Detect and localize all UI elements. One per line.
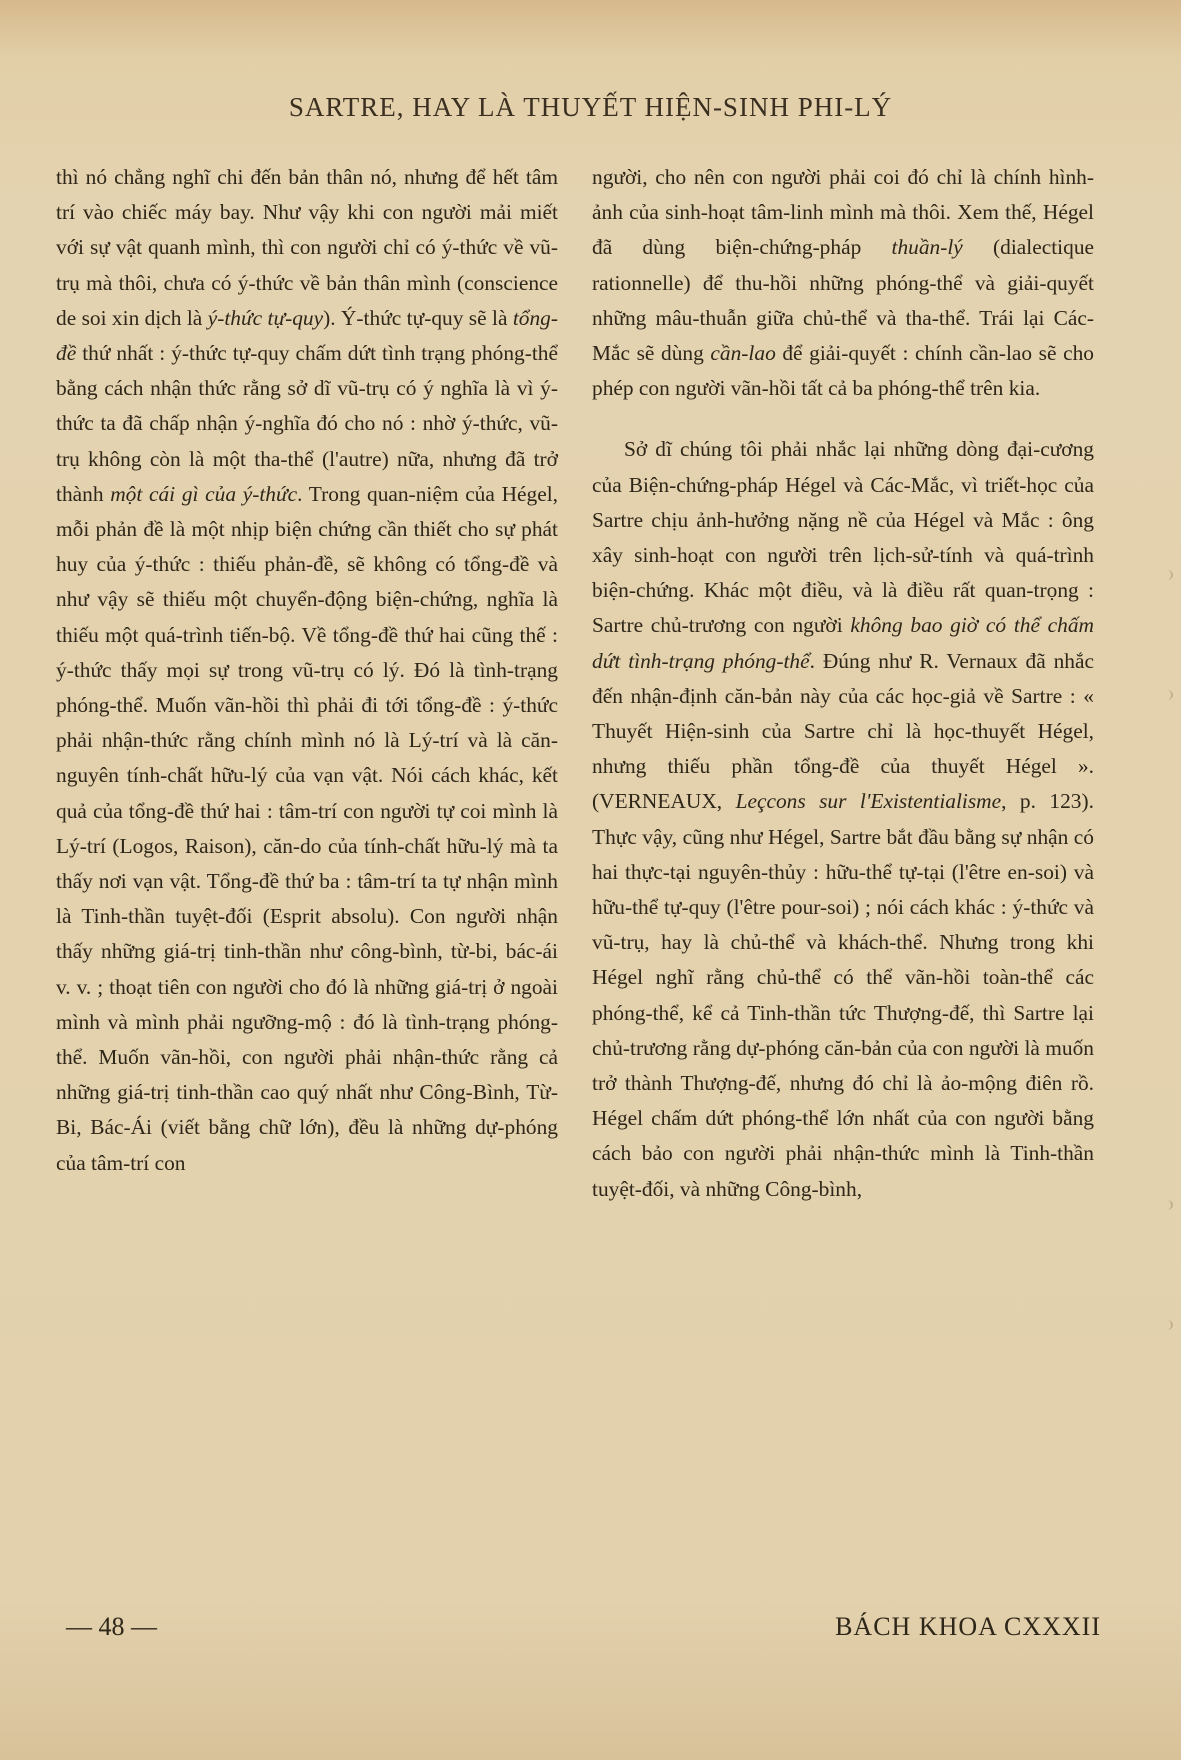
margin-mark (1161, 690, 1173, 700)
margin-mark (1161, 1320, 1173, 1330)
right-paragraph-2: Sở dĩ chúng tôi phải nhắc lại những dòng đại-cương của Biện-chứng-pháp Hégel và Các-Mắc, vì triết-học của Sartre chịu ảnh-hưởng nặng nề của Hégel và Mắc : ông xây sinh-hoạt con người trên lịch-sử-tính và quá-trình biện-chứng. Khác một điều, và là điều rất quan-trọng : Sartre chủ-trương con người không bao giờ có thể chấm dứt tình-trạng phóng-thể. Đúng như R. Vernaux đã nhắc đến nhận-định căn-bản này của các học-giả về Sartre : « Thuyết Hiện-sinh của Sartre chỉ là học-thuyết Hégel, nhưng thiếu phần tổng-đề của thuyết Hégel ». (VERNEAUX, Leçcons sur l'Existentialisme, p. 123). Thực vậy, cũng như Hégel, Sartre bắt đầu bằng sự nhận có hai thực-tại nguyên-thủy : hữu-thể tự-tại (l'être en-soi) và hữu-thể tự-quy (l'être pour-soi) ; nói cách khác : ý-thức và vũ-trụ, hay là chủ-thể và khách-thể. Nhưng trong khi Hégel nghĩ rằng chủ-thể có thể vãn-hồi toàn-thể các phóng-thể, kể cả Tinh-thần tức Thượng-đế, thì Sartre lại chủ-trương rằng dự-phóng căn-bản của con người là muốn trở thành Thượng-đế, nhưng đó chỉ là ảo-mộng điên rồ. Hégel chấm dứt phóng-thể lớn nhất của con người bằng cách bảo con người phải nhận-thức mình là Tinh-thần tuyệt-đối, và những Công-bình, (592, 437, 1094, 1201)
right-paragraph-1: người, cho nên con người phải coi đó chỉ là chính hình-ảnh của sinh-hoạt tâm-linh mình mà thôi. Xem thế, Hégel đã dùng biện-chứng-pháp thuần-lý (dialectique rationnelle) để thu-hồi những phóng-thể và giải-quyết những mâu-thuẫn giữa chủ-thể và tha-thể. Trái lại Các-Mắc sẽ dùng cần-lao để giải-quyết : chính cần-lao sẽ cho phép con người vãn-hồi tất cả ba phóng-thể trên kia. (592, 165, 1095, 401)
margin-mark (1161, 570, 1173, 580)
margin-mark (1161, 1200, 1173, 1210)
running-header: SARTRE, HAY LÀ THUYẾT HIỆN-SINH PHI-LÝ (288, 92, 893, 122)
left-column (56, 160, 558, 1181)
page-number: — 48 — (66, 1612, 157, 1641)
right-column (592, 160, 1094, 1207)
left-paragraph-1: thì nó chẳng nghĩ chi đến bản thân nó, nhưng để hết tâm trí vào chiếc máy bay. Như vậy khi con người mải miết với sự vật quanh mình, thì con người chỉ có ý-thức về vũ-trụ mà thôi, chưa có ý-thức về bản thân mình (conscience de soi xin dịch là ý-thức tự-quy). Ý-thức tự-quy sẽ là tổng-đề thứ nhất : ý-thức tự-quy chấm dứt tình trạng phóng-thể bằng cách nhận thức rằng sở dĩ vũ-trụ có ý nghĩa là vì ý-thức ta đã chấp nhận ý-nghĩa đó cho nó : nhờ ý-thức, vũ-trụ không còn là một tha-thể (l'autre) nữa, nhưng đã trở thành một cái gì của ý-thức. Trong quan-niệm của Hégel, mỗi phản đề là một nhịp biện chứng cần thiết cho sự phát huy của ý-thức : thiếu phản-đề, sẽ không có tổng-đề và như vậy sẽ thiếu một chuyển-động biện-chứng, nghĩa là thiếu một quá-trình tiến-bộ. Về tổng-đề thứ hai cũng thế : ý-thức thấy mọi sự trong vũ-trụ có lý. Đó là tình-trạng phóng-thể. Muốn vãn-hồi thì phải đi tới tổng-đề : ý-thức phải nhận-thức rằng chính mình nó là Lý-trí và là căn-nguyên tính-chất hữu-lý của vạn vật. Nói cách khác, kết quả của tổng-đề thứ hai : tâm-trí con người tự coi mình là Lý-trí (Logos, Raison), căn-do của tính-chất hữu-lý mà ta thấy nơi vạn vật. Tổng-đề thứ ba : tâm-trí ta tự nhận mình là Tinh-thần tuyệt-đối (Esprit absolu). Con người nhận thấy những giá-trị tinh-thần như công-bình, từ-bi, bác-ái v. v. ; thoạt tiên con người cho đó là những giá-trị ở ngoài mình và mình phải ngưỡng-mộ : đó là tình-trạng phóng-thể. Muốn vãn-hồi, con người phải nhận-thức rằng cả những giá-trị tinh-thần cao quý nhất như Công-Bình, Từ-Bi, Bác-Ái (viết bằng chữ lớn), đều là những dự-phóng của tâm-trí con (56, 165, 558, 1175)
journal-footer: BÁCH KHOA CXXXII (835, 1612, 1101, 1641)
